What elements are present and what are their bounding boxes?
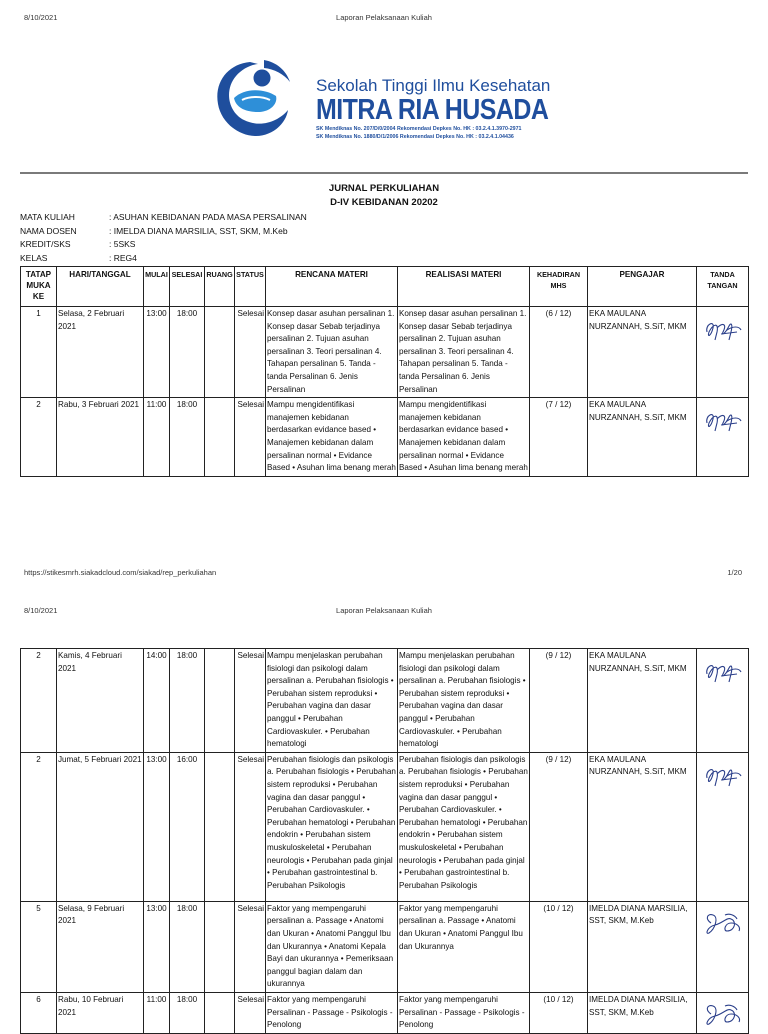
room [205, 307, 235, 398]
signature [697, 752, 749, 901]
planned-material: Mampu mengidentifikasi manajemen kebidanan berdasarkan evidance based • Manajemen kebidanan dalam persalinan normal • Evidance Based • Asuhan lima benang merah [266, 398, 398, 477]
course-info-row [20, 239, 520, 253]
col-header-status: STATUS [235, 267, 266, 307]
room [205, 992, 235, 1033]
journal-table-page2 [20, 648, 749, 1034]
meeting-date: Rabu, 10 Februari 2021 [57, 992, 144, 1033]
col-header-signature: TANDA TANGAN [697, 267, 749, 307]
room [205, 901, 235, 992]
course-info-row [20, 212, 520, 226]
status: Selesai [235, 752, 266, 901]
course-info-row [20, 253, 520, 267]
meeting-number: 2 [21, 398, 57, 477]
page-footer [0, 568, 768, 580]
table-row [21, 649, 749, 753]
meeting-date: Selasa, 9 Februari 2021 [57, 901, 144, 992]
status: Selesai [235, 398, 266, 477]
print-title: Laporan Pelaksanaan Kuliah [336, 13, 432, 22]
signature [697, 992, 749, 1033]
signature-icon [701, 314, 745, 344]
col-header-date: HARI/TANGGAL [57, 267, 144, 307]
attendance: (7 / 12) [530, 398, 588, 477]
meeting-date: Selasa, 2 Februari 2021 [57, 307, 144, 398]
info-key: KREDIT/SKS [20, 239, 71, 249]
planned-material: Perubahan fisiologis dan psikologis a. Perubahan fisiologis • Perubahan sistem reproduksi • Perubahan vagina dan dasar panggul • Perubahan Cardiovaskuler. • Perubahan hematologi • Perubahan endokrin • Perubahan sistem muskuloskeletal • Perubahan neurologis • Perubahan pada ginjal • Perubahan gastrointestinal b. Perubahan Psikologis [266, 752, 398, 901]
course-info-row [20, 226, 520, 240]
signature-icon [701, 909, 745, 939]
meeting-number: 1 [21, 307, 57, 398]
end-time: 18:00 [170, 901, 205, 992]
realized-material: Mampu mengidentifikasi manajemen kebidanan berdasarkan evidance based • Manajemen kebidanan dalam persalinan normal • Evidance Based • Asuhan lima benang merah [398, 398, 530, 477]
realized-material: Perubahan fisiologis dan psikologis a. Perubahan fisiologis • Perubahan sistem reproduksi • Perubahan vagina dan dasar panggul • Perubahan Cardiovaskuler. • Perubahan hematologi • Perubahan endokrin • Perubahan sistem muskuloskeletal • Perubahan neurologis • Perubahan pada ginjal • Perubahan gastrointestinal b. Perubahan Psikologis [398, 752, 530, 901]
signature-icon [701, 405, 745, 435]
info-key: KELAS [20, 252, 48, 263]
print-date: 8/10/2021 [24, 606, 58, 615]
room [205, 398, 235, 477]
table-row [21, 992, 749, 1033]
meeting-number: 6 [21, 992, 57, 1033]
end-time: 16:00 [170, 752, 205, 901]
realized-material: Konsep dasar asuhan persalinan 1. Konsep dasar Sebab terjadinya persalinan 2. Tujuan asuhan persalinan 3. Teori persalinan 4. Tahapan persalinan 5. Tanda - tanda Persalinan 6. Jenis Persalinan [398, 307, 530, 398]
status: Selesai [235, 901, 266, 992]
attendance: (6 / 12) [530, 307, 588, 398]
document-title: JURNAL PERKULIAHAN [328, 183, 440, 194]
header-divider [20, 172, 748, 174]
logo-line1: Sekolah Tinggi Ilmu Kesehatan [316, 76, 551, 95]
info-key: NAMA DOSEN [20, 225, 77, 236]
print-title: Laporan Pelaksanaan Kuliah [336, 606, 432, 615]
document-subtitle: D-IV KEBIDANAN 20202 [330, 197, 438, 208]
course-info [20, 212, 520, 266]
signature [697, 901, 749, 992]
planned-material: Mampu menjelaskan perubahan fisiologi dan psikologi dalam persalinan a. Perubahan fisiologis • Perubahan sistem reproduksi • Perubahan vagina dan dasar panggul • Perubahan Cardiovaskuler. • Perubahan hematologi [266, 649, 398, 753]
planned-material: Faktor yang mempengaruhi persalinan a. Passage • Anatomi dan Ukuran • Anatomi Panggul Ibu dan Ukurannya • Anatomi Kepala Bayi dan ukurannya • Pemeriksaan panggul bagian dalam dan ukurannya [266, 901, 398, 992]
start-time: 14:00 [144, 649, 170, 753]
realized-material: Faktor yang mempengaruhi persalinan a. Passage • Anatomi dan Ukuran • Anatomi Panggul Ibu dan Ukurannya [398, 901, 530, 992]
page-header [0, 13, 768, 27]
page-header-2 [0, 606, 768, 620]
signature-icon [701, 1000, 745, 1030]
planned-material: Konsep dasar asuhan persalinan 1. Konsep dasar Sebab terjadinya persalinan 2. Tujuan asuhan persalinan 3. Teori persalinan 4. Tahapan persalinan 5. Tanda - tanda Persalinan 6. Jenis Persalinan [266, 307, 398, 398]
meeting-number: 5 [21, 901, 57, 992]
institution-emblem-icon [212, 58, 292, 140]
meeting-date: Jumat, 5 Februari 2021 [57, 752, 144, 901]
meeting-date: Rabu, 3 Februari 2021 [57, 398, 144, 477]
start-time: 13:00 [144, 901, 170, 992]
institution-logo [212, 58, 552, 150]
attendance: (10 / 12) [530, 901, 588, 992]
teacher: IMELDA DIANA MARSILIA, SST, SKM, M.Keb [588, 992, 697, 1033]
logo-sk1: SK Mendiknas No. 207/D/0/2004 Rekomendasi Depkes No. HK : 03.2.4.1.3970-2971 [316, 126, 522, 132]
attendance: (10 / 12) [530, 992, 588, 1033]
status: Selesai [235, 992, 266, 1033]
end-time: 18:00 [170, 307, 205, 398]
start-time: 11:00 [144, 992, 170, 1033]
teacher: EKA MAULANA NURZANNAH, S.SiT, MKM [588, 752, 697, 901]
planned-material: Faktor yang mempengaruhi Persalinan - Passage - Psikologis - Penolong [266, 992, 398, 1033]
teacher: EKA MAULANA NURZANNAH, S.SiT, MKM [588, 649, 697, 753]
info-value: : ASUHAN KEBIDANAN PADA MASA PERSALINAN [109, 212, 307, 222]
table-row [21, 307, 749, 398]
signature [697, 307, 749, 398]
realized-material: Faktor yang mempengaruhi Persalinan - Passage - Psikologis - Penolong [398, 992, 530, 1033]
room [205, 752, 235, 901]
start-time: 11:00 [144, 398, 170, 477]
end-time: 18:00 [170, 649, 205, 753]
end-time: 18:00 [170, 398, 205, 477]
col-header-meeting: TATAP MUKA KE [21, 267, 57, 307]
end-time: 18:00 [170, 992, 205, 1033]
footer-url: https://stikesmrh.siakadcloud.com/siakad/rep_perkuliahan [24, 568, 217, 577]
start-time: 13:00 [144, 752, 170, 901]
signature-icon [701, 760, 745, 790]
journal-table-page1 [20, 266, 749, 477]
attendance: (9 / 12) [530, 752, 588, 901]
info-key: MATA KULIAH [20, 212, 75, 222]
col-header-end: SELESAI [170, 267, 205, 307]
realized-material: Mampu menjelaskan perubahan fisiologi dan psikologi dalam persalinan a. Perubahan fisiologis • Perubahan sistem reproduksi • Perubahan vagina dan dasar panggul • Perubahan Cardiovaskuler. • Perubahan hematologi [398, 649, 530, 753]
table-row [21, 752, 749, 901]
col-header-plan: RENCANA MATERI [266, 267, 398, 307]
col-header-start: MULAI [144, 267, 170, 307]
teacher: IMELDA DIANA MARSILIA, SST, SKM, M.Keb [588, 901, 697, 992]
meeting-date: Kamis, 4 Februari 2021 [57, 649, 144, 753]
logo-sk2: SK Mendiknas No. 1880/D/1/2006 Rekomendasi Depkes No. HK : 03.2.4.1.04436 [316, 134, 514, 140]
col-header-teacher: PENGAJAR [588, 267, 697, 307]
teacher: EKA MAULANA NURZANNAH, S.SiT, MKM [588, 398, 697, 477]
signature-icon [701, 656, 745, 686]
logo-line2: MITRA RIA HUSADA [316, 94, 549, 126]
info-value: : IMELDA DIANA MARSILIA, SST, SKM, M.Keb [109, 225, 288, 236]
table-row [21, 398, 749, 477]
col-header-room: RUANG [205, 267, 235, 307]
meeting-number: 2 [21, 752, 57, 901]
start-time: 13:00 [144, 307, 170, 398]
room [205, 649, 235, 753]
meeting-number: 2 [21, 649, 57, 753]
attendance: (9 / 12) [530, 649, 588, 753]
info-value: : REG4 [109, 252, 137, 263]
print-date: 8/10/2021 [24, 13, 58, 22]
signature [697, 398, 749, 477]
teacher: EKA MAULANA NURZANNAH, S.SiT, MKM [588, 307, 697, 398]
col-header-attendance: KEHADIRAN MHS [530, 267, 588, 307]
status: Selesai [235, 649, 266, 753]
signature [697, 649, 749, 753]
table-row [21, 901, 749, 992]
footer-page-number: 1/20 [727, 568, 742, 577]
info-value: : 5SKS [109, 239, 136, 249]
col-header-realization: REALISASI MATERI [398, 267, 530, 307]
status: Selesai [235, 307, 266, 398]
